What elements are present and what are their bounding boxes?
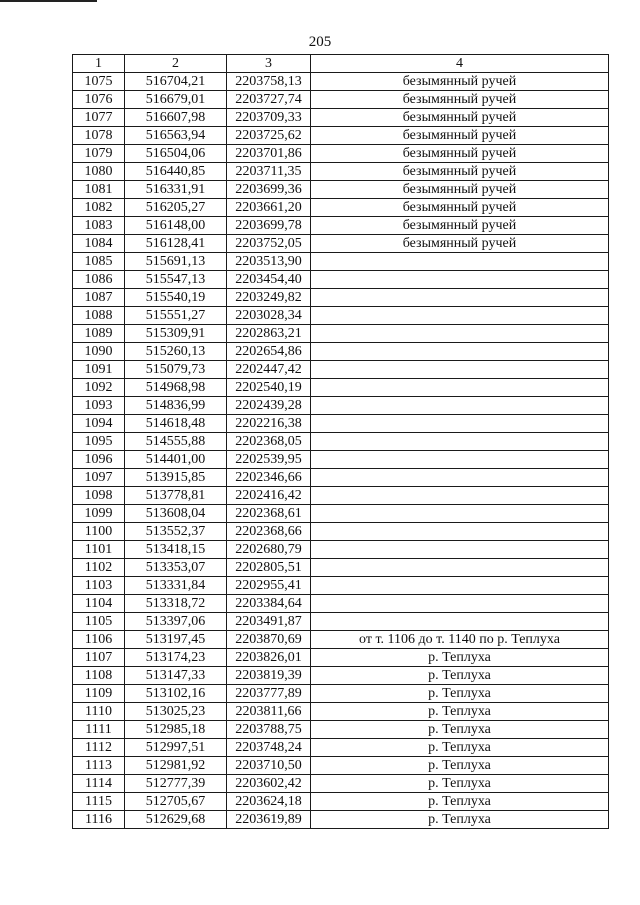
description-cell: безымянный ручей — [311, 235, 609, 253]
description-cell: р. Теплуха — [311, 757, 609, 775]
y-coordinate-cell: 2203725,62 — [227, 127, 311, 145]
description-cell — [311, 307, 609, 325]
y-coordinate-cell: 2203727,74 — [227, 91, 311, 109]
table-row — [73, 523, 609, 541]
table-row — [73, 541, 609, 559]
point-number-cell: 1097 — [73, 469, 125, 487]
y-coordinate-cell: 2202863,21 — [227, 325, 311, 343]
table-row — [73, 109, 609, 127]
x-coordinate-cell: 514555,88 — [125, 433, 227, 451]
x-coordinate-cell: 512777,39 — [125, 775, 227, 793]
table-header — [73, 55, 609, 73]
description-cell: р. Теплуха — [311, 793, 609, 811]
y-coordinate-cell: 2203709,33 — [227, 109, 311, 127]
table-row — [73, 451, 609, 469]
x-coordinate-cell: 513197,45 — [125, 631, 227, 649]
table-row — [73, 757, 609, 775]
table-row — [73, 235, 609, 253]
description-cell — [311, 325, 609, 343]
y-coordinate-cell: 2203384,64 — [227, 595, 311, 613]
y-coordinate-cell: 2202539,95 — [227, 451, 311, 469]
point-number-cell: 1083 — [73, 217, 125, 235]
table-row — [73, 145, 609, 163]
description-cell: р. Теплуха — [311, 667, 609, 685]
y-coordinate-cell: 2203819,39 — [227, 667, 311, 685]
y-coordinate-cell: 2203777,89 — [227, 685, 311, 703]
table-row — [73, 289, 609, 307]
point-number-cell: 1105 — [73, 613, 125, 631]
point-number-cell: 1087 — [73, 289, 125, 307]
description-cell — [311, 487, 609, 505]
description-cell — [311, 289, 609, 307]
point-number-cell: 1102 — [73, 559, 125, 577]
y-coordinate-cell: 2203624,18 — [227, 793, 311, 811]
y-coordinate-cell: 2203758,13 — [227, 73, 311, 91]
x-coordinate-cell: 512705,67 — [125, 793, 227, 811]
y-coordinate-cell: 2203454,40 — [227, 271, 311, 289]
y-coordinate-cell: 2202416,42 — [227, 487, 311, 505]
y-coordinate-cell: 2203513,90 — [227, 253, 311, 271]
point-number-cell: 1093 — [73, 397, 125, 415]
point-number-cell: 1099 — [73, 505, 125, 523]
table-body — [73, 73, 609, 829]
page-number: 205 — [308, 34, 332, 50]
description-cell — [311, 379, 609, 397]
x-coordinate-cell: 513331,84 — [125, 577, 227, 595]
y-coordinate-cell: 2203748,24 — [227, 739, 311, 757]
coordinates-table — [72, 54, 609, 829]
y-coordinate-cell: 2202368,05 — [227, 433, 311, 451]
x-coordinate-cell: 514968,98 — [125, 379, 227, 397]
point-number-cell: 1075 — [73, 73, 125, 91]
table-row — [73, 361, 609, 379]
table-row — [73, 307, 609, 325]
table-row — [73, 667, 609, 685]
y-coordinate-cell: 2203752,05 — [227, 235, 311, 253]
x-coordinate-cell: 515540,19 — [125, 289, 227, 307]
table-row — [73, 739, 609, 757]
description-cell — [311, 433, 609, 451]
y-coordinate-cell: 2203870,69 — [227, 631, 311, 649]
description-cell: безымянный ручей — [311, 217, 609, 235]
scan-corner-mark — [0, 0, 97, 2]
y-coordinate-cell: 2202216,38 — [227, 415, 311, 433]
table-row — [73, 397, 609, 415]
table-row — [73, 163, 609, 181]
x-coordinate-cell: 516504,06 — [125, 145, 227, 163]
x-coordinate-cell: 514618,48 — [125, 415, 227, 433]
table-row — [73, 73, 609, 91]
y-coordinate-cell: 2203699,36 — [227, 181, 311, 199]
y-coordinate-cell: 2203699,78 — [227, 217, 311, 235]
x-coordinate-cell: 513915,85 — [125, 469, 227, 487]
y-coordinate-cell: 2202368,61 — [227, 505, 311, 523]
y-coordinate-cell: 2202540,19 — [227, 379, 311, 397]
description-cell — [311, 469, 609, 487]
description-cell: безымянный ручей — [311, 73, 609, 91]
header-col-2: 2 — [125, 55, 227, 73]
x-coordinate-cell: 516607,98 — [125, 109, 227, 127]
point-number-cell: 1109 — [73, 685, 125, 703]
x-coordinate-cell: 515691,13 — [125, 253, 227, 271]
y-coordinate-cell: 2202439,28 — [227, 397, 311, 415]
header-col-1: 1 — [73, 55, 125, 73]
table-row — [73, 487, 609, 505]
table-row — [73, 343, 609, 361]
description-cell — [311, 613, 609, 631]
description-cell — [311, 505, 609, 523]
point-number-cell: 1103 — [73, 577, 125, 595]
description-cell — [311, 523, 609, 541]
point-number-cell: 1076 — [73, 91, 125, 109]
x-coordinate-cell: 513397,06 — [125, 613, 227, 631]
table-row — [73, 253, 609, 271]
table-row — [73, 613, 609, 631]
description-cell: р. Теплуха — [311, 685, 609, 703]
y-coordinate-cell: 2203826,01 — [227, 649, 311, 667]
point-number-cell: 1079 — [73, 145, 125, 163]
table-row — [73, 325, 609, 343]
table-row — [73, 181, 609, 199]
y-coordinate-cell: 2203619,89 — [227, 811, 311, 829]
table-row — [73, 505, 609, 523]
table-row — [73, 631, 609, 649]
description-cell: р. Теплуха — [311, 703, 609, 721]
y-coordinate-cell: 2203249,82 — [227, 289, 311, 307]
header-col-3: 3 — [227, 55, 311, 73]
table-row — [73, 811, 609, 829]
x-coordinate-cell: 514836,99 — [125, 397, 227, 415]
y-coordinate-cell: 2203710,50 — [227, 757, 311, 775]
point-number-cell: 1104 — [73, 595, 125, 613]
table-row — [73, 217, 609, 235]
x-coordinate-cell: 512985,18 — [125, 721, 227, 739]
x-coordinate-cell: 516704,21 — [125, 73, 227, 91]
x-coordinate-cell: 513102,16 — [125, 685, 227, 703]
point-number-cell: 1107 — [73, 649, 125, 667]
table-row — [73, 127, 609, 145]
table-row — [73, 775, 609, 793]
x-coordinate-cell: 513147,33 — [125, 667, 227, 685]
y-coordinate-cell: 2203491,87 — [227, 613, 311, 631]
description-cell: безымянный ручей — [311, 91, 609, 109]
x-coordinate-cell: 516205,27 — [125, 199, 227, 217]
point-number-cell: 1088 — [73, 307, 125, 325]
header-row — [73, 55, 609, 73]
description-cell: р. Теплуха — [311, 739, 609, 757]
x-coordinate-cell: 513418,15 — [125, 541, 227, 559]
point-number-cell: 1095 — [73, 433, 125, 451]
point-number-cell: 1115 — [73, 793, 125, 811]
description-cell — [311, 271, 609, 289]
x-coordinate-cell: 513778,81 — [125, 487, 227, 505]
point-number-cell: 1077 — [73, 109, 125, 127]
point-number-cell: 1091 — [73, 361, 125, 379]
description-cell — [311, 595, 609, 613]
point-number-cell: 1090 — [73, 343, 125, 361]
point-number-cell: 1081 — [73, 181, 125, 199]
x-coordinate-cell: 516679,01 — [125, 91, 227, 109]
description-cell: от т. 1106 до т. 1140 по р. Теплуха — [311, 631, 609, 649]
y-coordinate-cell: 2202447,42 — [227, 361, 311, 379]
point-number-cell: 1092 — [73, 379, 125, 397]
point-number-cell: 1096 — [73, 451, 125, 469]
x-coordinate-cell: 515079,73 — [125, 361, 227, 379]
x-coordinate-cell: 513174,23 — [125, 649, 227, 667]
point-number-cell: 1078 — [73, 127, 125, 145]
description-cell — [311, 451, 609, 469]
point-number-cell: 1108 — [73, 667, 125, 685]
x-coordinate-cell: 516128,41 — [125, 235, 227, 253]
y-coordinate-cell: 2203661,20 — [227, 199, 311, 217]
table-row — [73, 649, 609, 667]
description-cell: безымянный ручей — [311, 109, 609, 127]
x-coordinate-cell: 512997,51 — [125, 739, 227, 757]
table-row — [73, 685, 609, 703]
point-number-cell: 1113 — [73, 757, 125, 775]
description-cell — [311, 541, 609, 559]
x-coordinate-cell: 515551,27 — [125, 307, 227, 325]
point-number-cell: 1082 — [73, 199, 125, 217]
table-row — [73, 703, 609, 721]
point-number-cell: 1080 — [73, 163, 125, 181]
table-row — [73, 91, 609, 109]
point-number-cell: 1094 — [73, 415, 125, 433]
table-row — [73, 595, 609, 613]
table-row — [73, 793, 609, 811]
point-number-cell: 1098 — [73, 487, 125, 505]
table-row — [73, 577, 609, 595]
y-coordinate-cell: 2202955,41 — [227, 577, 311, 595]
y-coordinate-cell: 2203811,66 — [227, 703, 311, 721]
y-coordinate-cell: 2202680,79 — [227, 541, 311, 559]
x-coordinate-cell: 516563,94 — [125, 127, 227, 145]
description-cell — [311, 343, 609, 361]
y-coordinate-cell: 2202654,86 — [227, 343, 311, 361]
description-cell: безымянный ручей — [311, 145, 609, 163]
x-coordinate-cell: 513552,37 — [125, 523, 227, 541]
x-coordinate-cell: 516331,91 — [125, 181, 227, 199]
x-coordinate-cell: 515547,13 — [125, 271, 227, 289]
description-cell — [311, 415, 609, 433]
description-cell: безымянный ручей — [311, 163, 609, 181]
x-coordinate-cell: 512981,92 — [125, 757, 227, 775]
table-row — [73, 379, 609, 397]
description-cell: р. Теплуха — [311, 649, 609, 667]
x-coordinate-cell: 513025,23 — [125, 703, 227, 721]
point-number-cell: 1116 — [73, 811, 125, 829]
point-number-cell: 1114 — [73, 775, 125, 793]
description-cell — [311, 253, 609, 271]
y-coordinate-cell: 2202346,66 — [227, 469, 311, 487]
table-row — [73, 199, 609, 217]
description-cell — [311, 559, 609, 577]
table-row — [73, 433, 609, 451]
point-number-cell: 1112 — [73, 739, 125, 757]
description-cell — [311, 397, 609, 415]
description-cell: р. Теплуха — [311, 721, 609, 739]
y-coordinate-cell: 2203028,34 — [227, 307, 311, 325]
table-row — [73, 271, 609, 289]
x-coordinate-cell: 513318,72 — [125, 595, 227, 613]
point-number-cell: 1085 — [73, 253, 125, 271]
x-coordinate-cell: 513353,07 — [125, 559, 227, 577]
description-cell: безымянный ручей — [311, 127, 609, 145]
description-cell: р. Теплуха — [311, 811, 609, 829]
header-col-4: 4 — [311, 55, 609, 73]
y-coordinate-cell: 2202805,51 — [227, 559, 311, 577]
description-cell — [311, 361, 609, 379]
x-coordinate-cell: 514401,00 — [125, 451, 227, 469]
point-number-cell: 1086 — [73, 271, 125, 289]
y-coordinate-cell: 2203602,42 — [227, 775, 311, 793]
point-number-cell: 1101 — [73, 541, 125, 559]
x-coordinate-cell: 516440,85 — [125, 163, 227, 181]
x-coordinate-cell: 516148,00 — [125, 217, 227, 235]
y-coordinate-cell: 2203701,86 — [227, 145, 311, 163]
point-number-cell: 1110 — [73, 703, 125, 721]
x-coordinate-cell: 515260,13 — [125, 343, 227, 361]
description-cell: безымянный ручей — [311, 199, 609, 217]
point-number-cell: 1089 — [73, 325, 125, 343]
description-cell — [311, 577, 609, 595]
y-coordinate-cell: 2202368,66 — [227, 523, 311, 541]
x-coordinate-cell: 512629,68 — [125, 811, 227, 829]
table-row — [73, 721, 609, 739]
description-cell: р. Теплуха — [311, 775, 609, 793]
y-coordinate-cell: 2203788,75 — [227, 721, 311, 739]
y-coordinate-cell: 2203711,35 — [227, 163, 311, 181]
description-cell: безымянный ручей — [311, 181, 609, 199]
x-coordinate-cell: 513608,04 — [125, 505, 227, 523]
point-number-cell: 1106 — [73, 631, 125, 649]
table-row — [73, 469, 609, 487]
point-number-cell: 1084 — [73, 235, 125, 253]
point-number-cell: 1111 — [73, 721, 125, 739]
table-row — [73, 559, 609, 577]
table-row — [73, 415, 609, 433]
point-number-cell: 1100 — [73, 523, 125, 541]
x-coordinate-cell: 515309,91 — [125, 325, 227, 343]
